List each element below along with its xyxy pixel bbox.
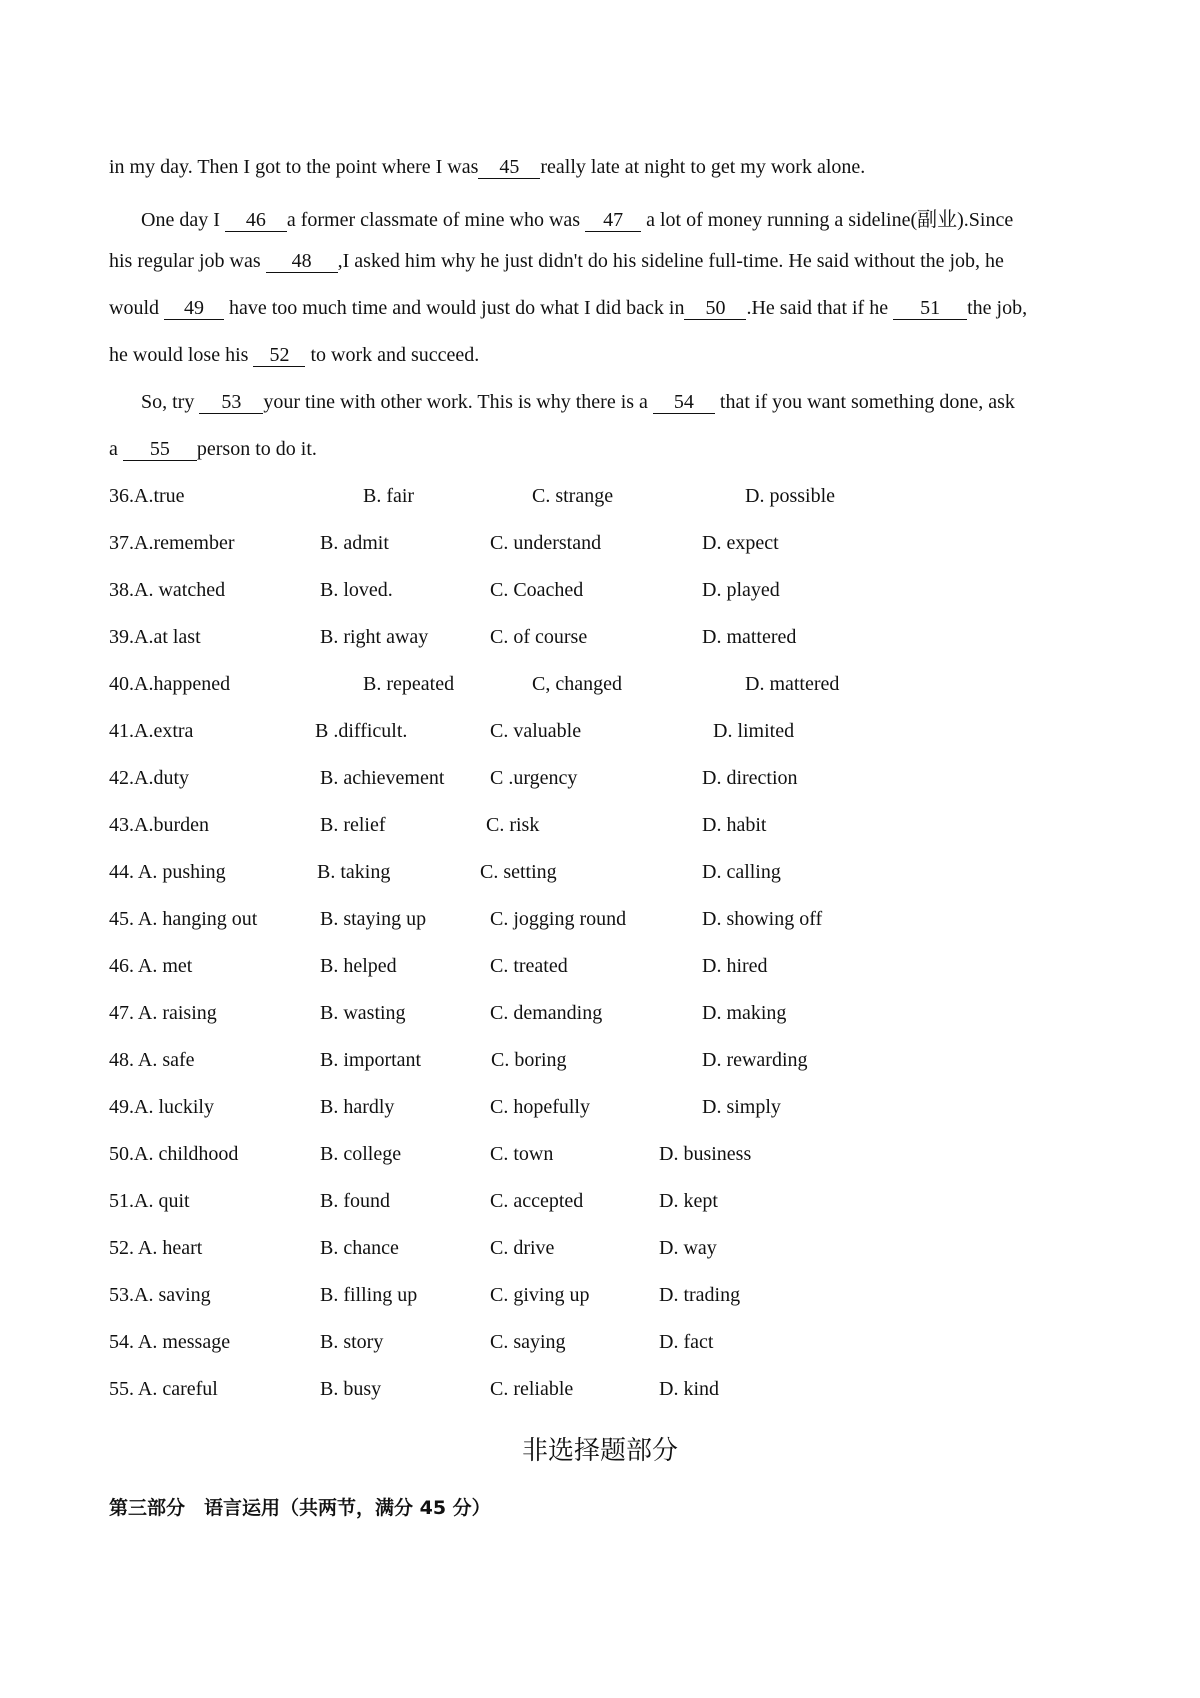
passage-text: One day I — [141, 209, 225, 231]
option-b: B. achievement — [320, 767, 445, 789]
option-d: D. limited — [713, 720, 795, 742]
option-c: C. reliable — [490, 1378, 574, 1400]
passage-text: have too much time and would just do what I did back in — [224, 297, 685, 319]
option-d: D. making — [702, 1002, 787, 1024]
part-heading: 第三部分 语言运用（共两节，满分 45 分） — [109, 1497, 491, 1519]
blank-54: 54 — [653, 391, 715, 414]
option-a: 37.A.remember — [109, 532, 235, 554]
option-c: C. treated — [490, 955, 568, 977]
option-b: B. busy — [320, 1378, 382, 1400]
option-c: C. demanding — [490, 1002, 603, 1024]
passage-line — [109, 156, 865, 179]
passage-line — [109, 344, 479, 367]
option-d: D. possible — [745, 485, 835, 507]
option-a: 55. A. careful — [109, 1378, 218, 1400]
passage-text: to work and succeed. — [305, 344, 480, 366]
option-b: B. taking — [317, 861, 391, 883]
passage-text: in my day. Then I got to the point where I was — [109, 156, 479, 178]
option-b: B. right away — [320, 626, 429, 648]
blank-52: 52 — [253, 344, 305, 367]
option-b: B. wasting — [320, 1002, 406, 1024]
passage-text: a former classmate of mine who was — [286, 209, 586, 231]
passage-text: would — [109, 297, 164, 319]
section-heading: 非选择题部分 — [521, 1436, 678, 1466]
option-d: D. mattered — [745, 673, 840, 695]
option-b: B. loved. — [320, 579, 393, 601]
option-d: D. fact — [659, 1331, 714, 1353]
option-d: D. mattered — [702, 626, 797, 648]
option-b: B. important — [320, 1049, 422, 1071]
passage-text: he would lose his — [109, 344, 254, 366]
option-a: 39.A.at last — [109, 626, 201, 648]
passage-text: So, try — [141, 391, 200, 413]
option-b: B. admit — [320, 532, 389, 554]
option-c: C. risk — [486, 814, 540, 836]
option-c: C. strange — [532, 485, 614, 507]
option-a: 43.A.burden — [109, 814, 209, 836]
option-b: B. college — [320, 1143, 402, 1165]
option-d: D. rewarding — [702, 1049, 808, 1071]
option-a: 44. A. pushing — [109, 861, 226, 883]
option-a: 40.A.happened — [109, 673, 231, 695]
option-c: C. town — [490, 1143, 554, 1165]
option-a: 51.A. quit — [109, 1190, 190, 1212]
option-a: 53.A. saving — [109, 1284, 211, 1306]
option-d: D. business — [659, 1143, 752, 1165]
blank-50: 50 — [684, 297, 746, 320]
option-b: B. fair — [363, 485, 415, 507]
passage-line — [109, 250, 1004, 273]
option-c: C. saying — [490, 1331, 566, 1353]
option-d: D. direction — [702, 767, 798, 789]
option-d: D. hired — [702, 955, 768, 977]
option-c: C. understand — [490, 532, 602, 554]
option-b: B .difficult. — [315, 720, 408, 742]
option-a: 38.A. watched — [109, 579, 226, 601]
option-c: C. drive — [490, 1237, 555, 1259]
option-b: B. repeated — [363, 673, 455, 695]
passage-text: your tine with other work. This is why there is a — [263, 391, 653, 413]
passage-text: a — [109, 438, 123, 460]
option-a: 42.A.duty — [109, 767, 189, 789]
option-b: B. staying up — [320, 908, 427, 930]
option-a: 54. A. message — [109, 1331, 231, 1353]
option-a: 41.A.extra — [109, 720, 194, 742]
option-c: C. of course — [490, 626, 588, 648]
blank-46: 46 — [225, 209, 287, 232]
option-a: 47. A. raising — [109, 1002, 217, 1024]
passage-line — [109, 297, 1027, 320]
option-b: B. hardly — [320, 1096, 395, 1118]
option-b: B. found — [320, 1190, 390, 1212]
option-a: 46. A. met — [109, 955, 193, 977]
option-d: D. kind — [659, 1378, 719, 1400]
passage-text: that if you want something done, ask — [714, 391, 1015, 413]
passage-text: person to do it. — [196, 438, 317, 460]
option-a: 36.A.true — [109, 485, 185, 507]
passage-line — [109, 438, 317, 461]
option-d: D. expect — [702, 532, 779, 554]
passage-text: ,I asked him why he just didn't do his sideline full-time. He said without the job, he — [337, 250, 1004, 272]
option-d: D. showing off — [702, 908, 823, 930]
option-d: D. kept — [659, 1190, 718, 1212]
blank-51: 51 — [893, 297, 967, 320]
option-d: D. habit — [702, 814, 767, 836]
blank-55: 55 — [123, 438, 197, 461]
passage-text: his regular job was — [109, 250, 266, 272]
option-c: C. setting — [480, 861, 557, 883]
blank-53: 53 — [199, 391, 263, 414]
option-b: B. story — [320, 1331, 384, 1353]
option-c: C. boring — [491, 1049, 567, 1071]
blank-47: 47 — [585, 209, 641, 232]
option-b: B. filling up — [320, 1284, 418, 1306]
option-c: C. accepted — [490, 1190, 584, 1212]
passage-line — [141, 203, 1013, 232]
option-c: C, changed — [532, 673, 622, 695]
option-a: 48. A. safe — [109, 1049, 195, 1071]
blank-49: 49 — [164, 297, 224, 320]
option-d: D. calling — [702, 861, 781, 883]
blank-45: 45 — [478, 156, 540, 179]
option-c: C. jogging round — [490, 908, 627, 930]
option-a: 45. A. hanging out — [109, 908, 258, 930]
option-b: B. chance — [320, 1237, 399, 1259]
option-a: 50.A. childhood — [109, 1143, 239, 1165]
passage-text: a lot of money running a sideline(副业).Since — [641, 209, 1014, 231]
passage-text: really late at night to get my work alone. — [540, 156, 866, 178]
blank-48: 48 — [266, 250, 338, 273]
option-d: D. trading — [659, 1284, 741, 1306]
passage-text: the job, — [967, 297, 1028, 319]
option-c: C .urgency — [490, 767, 578, 789]
passage-line — [141, 391, 1015, 414]
option-b: B. helped — [320, 955, 397, 977]
option-c: C. giving up — [490, 1284, 590, 1306]
option-c: C. valuable — [490, 720, 582, 742]
option-b: B. relief — [320, 814, 386, 836]
option-d: D. simply — [702, 1096, 781, 1118]
option-d: D. way — [659, 1237, 717, 1259]
option-a: 52. A. heart — [109, 1237, 203, 1259]
option-d: D. played — [702, 579, 780, 601]
option-a: 49.A. luckily — [109, 1096, 214, 1118]
passage-text: .He said that if he — [746, 297, 894, 319]
option-c: C. Coached — [490, 579, 584, 601]
option-c: C. hopefully — [490, 1096, 590, 1118]
